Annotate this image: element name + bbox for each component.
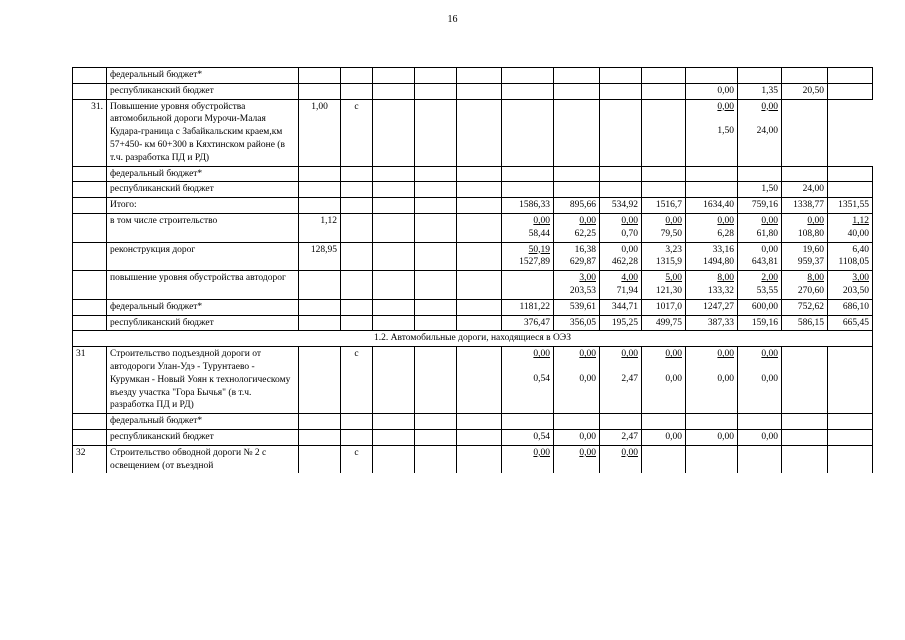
cell: 0,00 (686, 429, 738, 445)
cell: 1181,22 (502, 299, 554, 315)
cell (502, 445, 554, 473)
value: 629,87 (569, 257, 596, 268)
cell (600, 445, 642, 473)
cell (686, 271, 738, 300)
value: 0,00 (717, 349, 734, 360)
table-row (73, 198, 873, 214)
cell: 752,62 (782, 299, 828, 315)
value: 79,50 (660, 228, 682, 239)
value: 71,94 (616, 285, 638, 296)
value: 0,00 (761, 101, 778, 112)
label-improvement: повышение уровня обустройства автодорог (107, 271, 299, 300)
value: 0,00 (807, 215, 824, 226)
cell (738, 242, 782, 271)
label-federal: федеральный бюджет* (107, 68, 299, 84)
value: 1527,89 (519, 257, 550, 268)
cell: 0,54 (502, 429, 554, 445)
cell: 539,61 (554, 299, 600, 315)
cell: 534,92 (600, 198, 642, 214)
value: 462,28 (611, 257, 638, 268)
value: 40,00 (847, 228, 869, 239)
cell: 1017,0 (642, 299, 686, 315)
cell (828, 213, 873, 242)
cell: 1,50 (738, 182, 782, 198)
value: 2,47 (621, 373, 638, 384)
table-row (73, 299, 873, 315)
value: 0,00 (621, 244, 638, 255)
cell: 1634,40 (686, 198, 738, 214)
value: 3,00 (852, 273, 869, 284)
value: 1494,80 (703, 257, 734, 268)
cell: 895,66 (554, 198, 600, 214)
item-number: 32 (73, 445, 107, 473)
value: 16,38 (574, 244, 596, 255)
value: 2,00 (761, 273, 778, 284)
table-row (73, 68, 873, 84)
value: 0,00 (717, 215, 734, 226)
table-row (73, 315, 873, 331)
value: 61,80 (756, 228, 778, 239)
label-republican: республиканский бюджет (107, 182, 299, 198)
cell: 0,00 (642, 429, 686, 445)
cell (738, 271, 782, 300)
cell (782, 271, 828, 300)
value: 62,25 (574, 228, 596, 239)
value: 0,00 (621, 447, 638, 458)
value: 108,80 (797, 228, 824, 239)
cell (686, 242, 738, 271)
value: 0,00 (665, 215, 682, 226)
value: 203,53 (569, 285, 596, 296)
value: 0,54 (533, 373, 550, 384)
cell (828, 271, 873, 300)
value: 58,44 (528, 228, 550, 239)
label-total: Итого: (107, 198, 299, 214)
item-number: 31. (73, 99, 107, 166)
cell: 759,16 (738, 198, 782, 214)
cell: 665,45 (828, 315, 873, 331)
label-federal: федеральный бюджет* (107, 299, 299, 315)
value: 3,23 (665, 244, 682, 255)
label-federal: федеральный бюджет* (107, 414, 299, 430)
value: 1,50 (717, 126, 734, 137)
cell (554, 213, 600, 242)
table-row (73, 429, 873, 445)
cell: 20,50 (782, 83, 828, 99)
cell (686, 347, 738, 414)
value: 19,60 (802, 244, 824, 255)
value: 8,00 (717, 273, 734, 284)
cell: 128,95 (299, 242, 341, 271)
cell: 1,12 (299, 213, 341, 242)
label-republican: республиканский бюджет (107, 315, 299, 331)
cell (600, 242, 642, 271)
cell: 24,00 (782, 182, 828, 198)
value: 959,37 (797, 257, 824, 268)
label-reconstruction: реконструкция дорог (107, 242, 299, 271)
value: 8,00 (807, 273, 824, 284)
label-republican: республиканский бюджет (107, 429, 299, 445)
cell (738, 347, 782, 414)
item-name: Повышение уровня обустройства автомобильной дороги Мурочи-Малая Кудара-граница с Забайкальским краем,км 57+450- км 60+300 в Кяхтинском районе (в т.ч. разработка ПД и РД) (107, 99, 299, 166)
value: 0,00 (761, 373, 778, 384)
budget-table (72, 67, 873, 473)
value: 643,81 (751, 257, 778, 268)
value: 0,00 (717, 101, 734, 112)
value: 24,00 (756, 126, 778, 137)
cell: 376,47 (502, 315, 554, 331)
cell (642, 242, 686, 271)
cell: 1247,27 (686, 299, 738, 315)
cell (642, 347, 686, 414)
cell (686, 213, 738, 242)
table-row (73, 271, 873, 300)
table-row (73, 347, 873, 414)
item-type: с (341, 347, 373, 414)
value: 0,00 (579, 447, 596, 458)
value: 1108,05 (838, 257, 869, 268)
value: 4,00 (621, 273, 638, 284)
cell: 1,35 (738, 83, 782, 99)
value: 0,00 (533, 447, 550, 458)
label-federal: федеральный бюджет* (107, 166, 299, 182)
cell (502, 347, 554, 414)
table-row (73, 445, 873, 473)
cell: 0,00 (554, 429, 600, 445)
table-row (73, 166, 873, 182)
cell: 0,00 (686, 83, 738, 99)
cell (782, 213, 828, 242)
item-type: с (341, 99, 373, 166)
cell (642, 271, 686, 300)
cell: 387,33 (686, 315, 738, 331)
cell: 0,00 (738, 429, 782, 445)
cell: 600,00 (738, 299, 782, 315)
value: 0,00 (533, 215, 550, 226)
table-row (73, 414, 873, 430)
page-number: 16 (447, 14, 458, 25)
cell: 1516,7 (642, 198, 686, 214)
table-row (73, 99, 873, 166)
cell: 344,71 (600, 299, 642, 315)
table-row (73, 331, 873, 347)
value: 203,50 (842, 285, 869, 296)
label-republican: республиканский бюджет (107, 83, 299, 99)
cell (642, 213, 686, 242)
cell (554, 242, 600, 271)
value: 0,00 (621, 349, 638, 360)
value: 0,00 (665, 349, 682, 360)
cell: 686,10 (828, 299, 873, 315)
cell (828, 242, 873, 271)
table-row (73, 182, 873, 198)
cell: 1338,77 (782, 198, 828, 214)
item-number: 31 (73, 347, 107, 414)
item-type: с (341, 445, 373, 473)
item-length: 1,00 (299, 99, 341, 166)
value: 0,00 (665, 373, 682, 384)
cell (600, 347, 642, 414)
value: 270,60 (797, 285, 824, 296)
cell: 195,25 (600, 315, 642, 331)
section-header: 1.2. Автомобильные дороги, находящиеся в ОЭЗ (73, 331, 873, 347)
cell (554, 271, 600, 300)
value: 0,00 (621, 215, 638, 226)
cell (600, 213, 642, 242)
value: 121,30 (655, 285, 682, 296)
cell (554, 445, 600, 473)
cell: 1351,55 (828, 198, 873, 214)
value: 0,70 (621, 228, 638, 239)
item-name: Строительство подъездной дороги от автодороги Улан-Удэ - Турунтаево - Курумкан - Новый Уоян к технологическому въезду участка "Гора Бычья" (в т.ч. разработка ПД и РД) (107, 347, 299, 414)
value: 0,00 (761, 244, 778, 255)
value: 6,40 (852, 244, 869, 255)
value: 0,00 (579, 215, 596, 226)
cell (782, 242, 828, 271)
cell (600, 271, 642, 300)
value: 0,00 (717, 373, 734, 384)
value: 50,19 (528, 244, 550, 255)
value: 0,00 (533, 349, 550, 360)
value: 0,00 (579, 349, 596, 360)
value: 3,00 (579, 273, 596, 284)
value: 0,00 (761, 349, 778, 360)
table-row (73, 242, 873, 271)
cell (502, 213, 554, 242)
value: 1315,9 (655, 257, 682, 268)
cell (554, 347, 600, 414)
cell (738, 213, 782, 242)
value: 33,16 (712, 244, 734, 255)
cell: 159,16 (738, 315, 782, 331)
item-name: Строительство обводной дороги № 2 с освещением (от въездной (107, 445, 299, 473)
cell: 1586,33 (502, 198, 554, 214)
cell (502, 242, 554, 271)
cell: 2,47 (600, 429, 642, 445)
label-construction: в том числе строительство (107, 213, 299, 242)
cell (738, 99, 782, 166)
value: 0,00 (761, 215, 778, 226)
cell (686, 99, 738, 166)
cell: 356,05 (554, 315, 600, 331)
value: 5,00 (665, 273, 682, 284)
table-row (73, 83, 873, 99)
value: 133,32 (707, 285, 734, 296)
table-row (73, 213, 873, 242)
cell: 586,15 (782, 315, 828, 331)
value: 0,00 (579, 373, 596, 384)
value: 1,12 (852, 215, 869, 226)
cell: 499,75 (642, 315, 686, 331)
value: 53,55 (756, 285, 778, 296)
value: 6,28 (717, 228, 734, 239)
